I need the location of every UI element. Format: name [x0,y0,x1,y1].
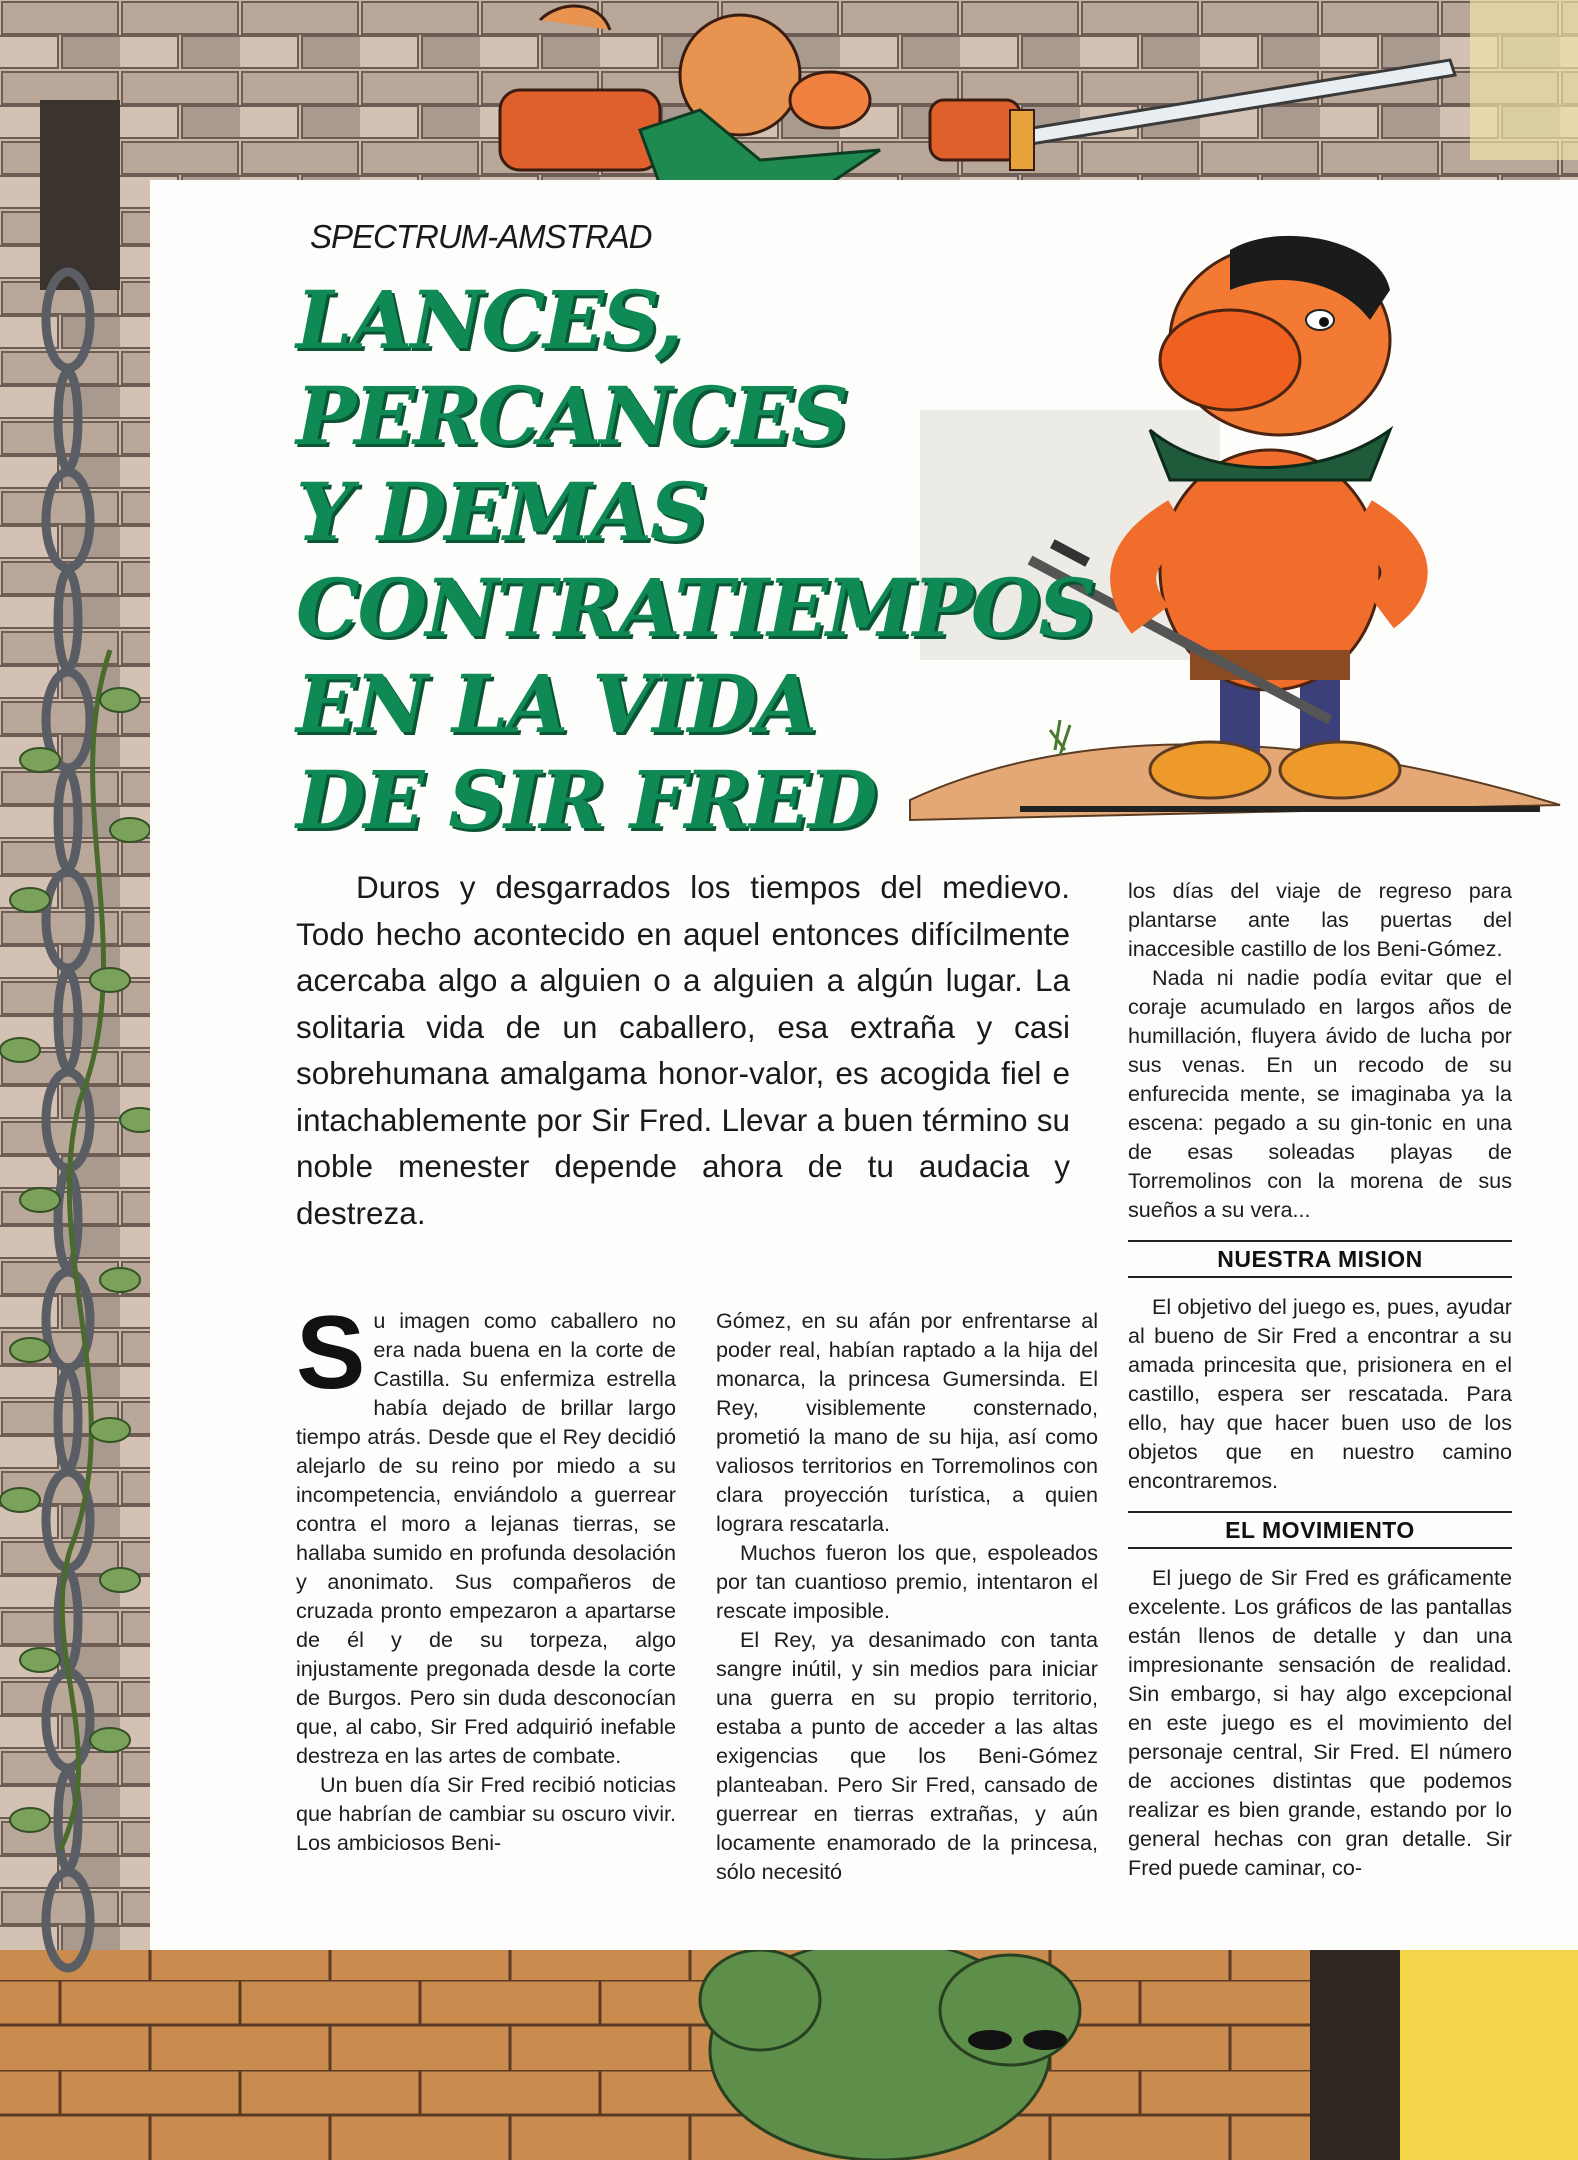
lead-text: Duros y desgarrados los tiempos del medievo. Todo hecho acontecido en aquel entonces difícilmente acercaba algo a alguien o a alguien a algún lugar. La solitaria vida de un caballero, esa extraña y casi sobrehumana amalgama honor-valor, es acogida fiel e intachablemente por Sir Fred. Llevar a buen término su noble menester depende ahora de tu audacia y destreza. [296,869,1070,1231]
subhead-el-movimiento: EL MOVIMIENTO [1128,1511,1512,1549]
body-paragraph: los días del viaje de regreso para plantarse ante las puertas del inaccesible castillo de los Beni-Gómez. [1128,878,1512,961]
subhead-nuestra-mision: NUESTRA MISION [1128,1240,1512,1278]
body-column-3 [1128,876,1512,1882]
body-paragraph: El objetivo del juego es, pues, ayudar al bueno de Sir Fred a encontrar a su amada princesita que, prisionera en el castillo, espera ser rescatada. Para ello, hay que hacer buen uso de los objetos que en nuestro camino encontraremos. [1128,1294,1512,1493]
headline-line: Y DEMAS [296,465,706,559]
headline-line: DE SIR FRED [296,753,876,847]
headline-line: CONTRATIEMPOS [296,561,1095,655]
headline-line: PERCANCES [296,369,847,463]
body-text: u imagen como caballero no era nada buena en la corte de Castilla. Su enfermiza estrella había dejado de brillar largo tiempo atrás. Desde que el Rey decidió alejarlo de su reino por miedo a su incompetencia, enviándolo a guerrear contra el moro a lejanas tierras, se hallaba sumido en profunda desolación y anonimato. Sus compañeros de cruzada pronto empezaron a apartarse de él y de su torpeza, algo injustamente pregonada desde la corte de Burgos. Pero sin duda desconocían que, al cabo, Sir Fred adquirió inefable destreza en las artes de combate. [296,1308,676,1768]
lead-paragraph [296,864,1070,1236]
body-column-1 [296,1295,676,1857]
body-paragraph [296,1295,676,1770]
body-column-2 [716,1306,1098,1886]
body-paragraph: Muchos fueron los que, espoleados por tan cuantioso premio, intentaron el rescate imposible. [716,1540,1098,1623]
body-paragraph: Nada ni nadie podía evitar que el coraje acumulado en largos años de humillación, fluyera ávido de lucha por sus venas. En un recodo de su enfurecida mente, se imaginaba ya la escena: pegado a su gin-tonic en una de esas soleadas playas de Torremolinos con la morena de sus sueños a su vera... [1128,965,1512,1222]
headline-line: LANCES, [296,273,681,367]
body-paragraph: El Rey, ya desanimado con tanta sangre inútil, y sin medios para iniciar una guerra en su propio territorio, estaba a punto de acceder a las altas exigencias que los Beni-Gómez planteaban. Pero Sir Fred, cansado de guerrear en tierras extrañas, y aún locamente enamorado de la princesa, sólo necesitó [716,1627,1098,1884]
body-paragraph: Un buen día Sir Fred recibió noticias que habrían de cambiar su oscuro vivir. Los ambiciosos Beni- [296,1772,676,1855]
body-paragraph: Gómez, en su afán por enfrentarse al poder real, habían raptado a la hija del monarca, la princesa Gumersinda. El Rey, visiblemente consternado, prometió la mano de su hija, así como valiosos territorios en Torremolinos con clara proyección turística, a quien lograra rescatarla. [716,1308,1098,1536]
body-paragraph: El juego de Sir Fred es gráficamente excelente. Los gráficos de las pantallas están llenos de detalle y dan una impresionante sensación de realidad. Sin embargo, si hay algo excepcional en este juego es el movimiento del personaje central, Sir Fred. El número de acciones distintas que podemos realizar es bien grande, estando por lo general hechas con gran detalle. Sir Fred puede caminar, co- [1128,1565,1512,1880]
headline [296,272,1094,848]
headline-line: EN LA VIDA [296,657,816,751]
section-label: SPECTRUM-AMSTRAD [310,218,652,255]
drop-cap: S [296,1295,366,1411]
